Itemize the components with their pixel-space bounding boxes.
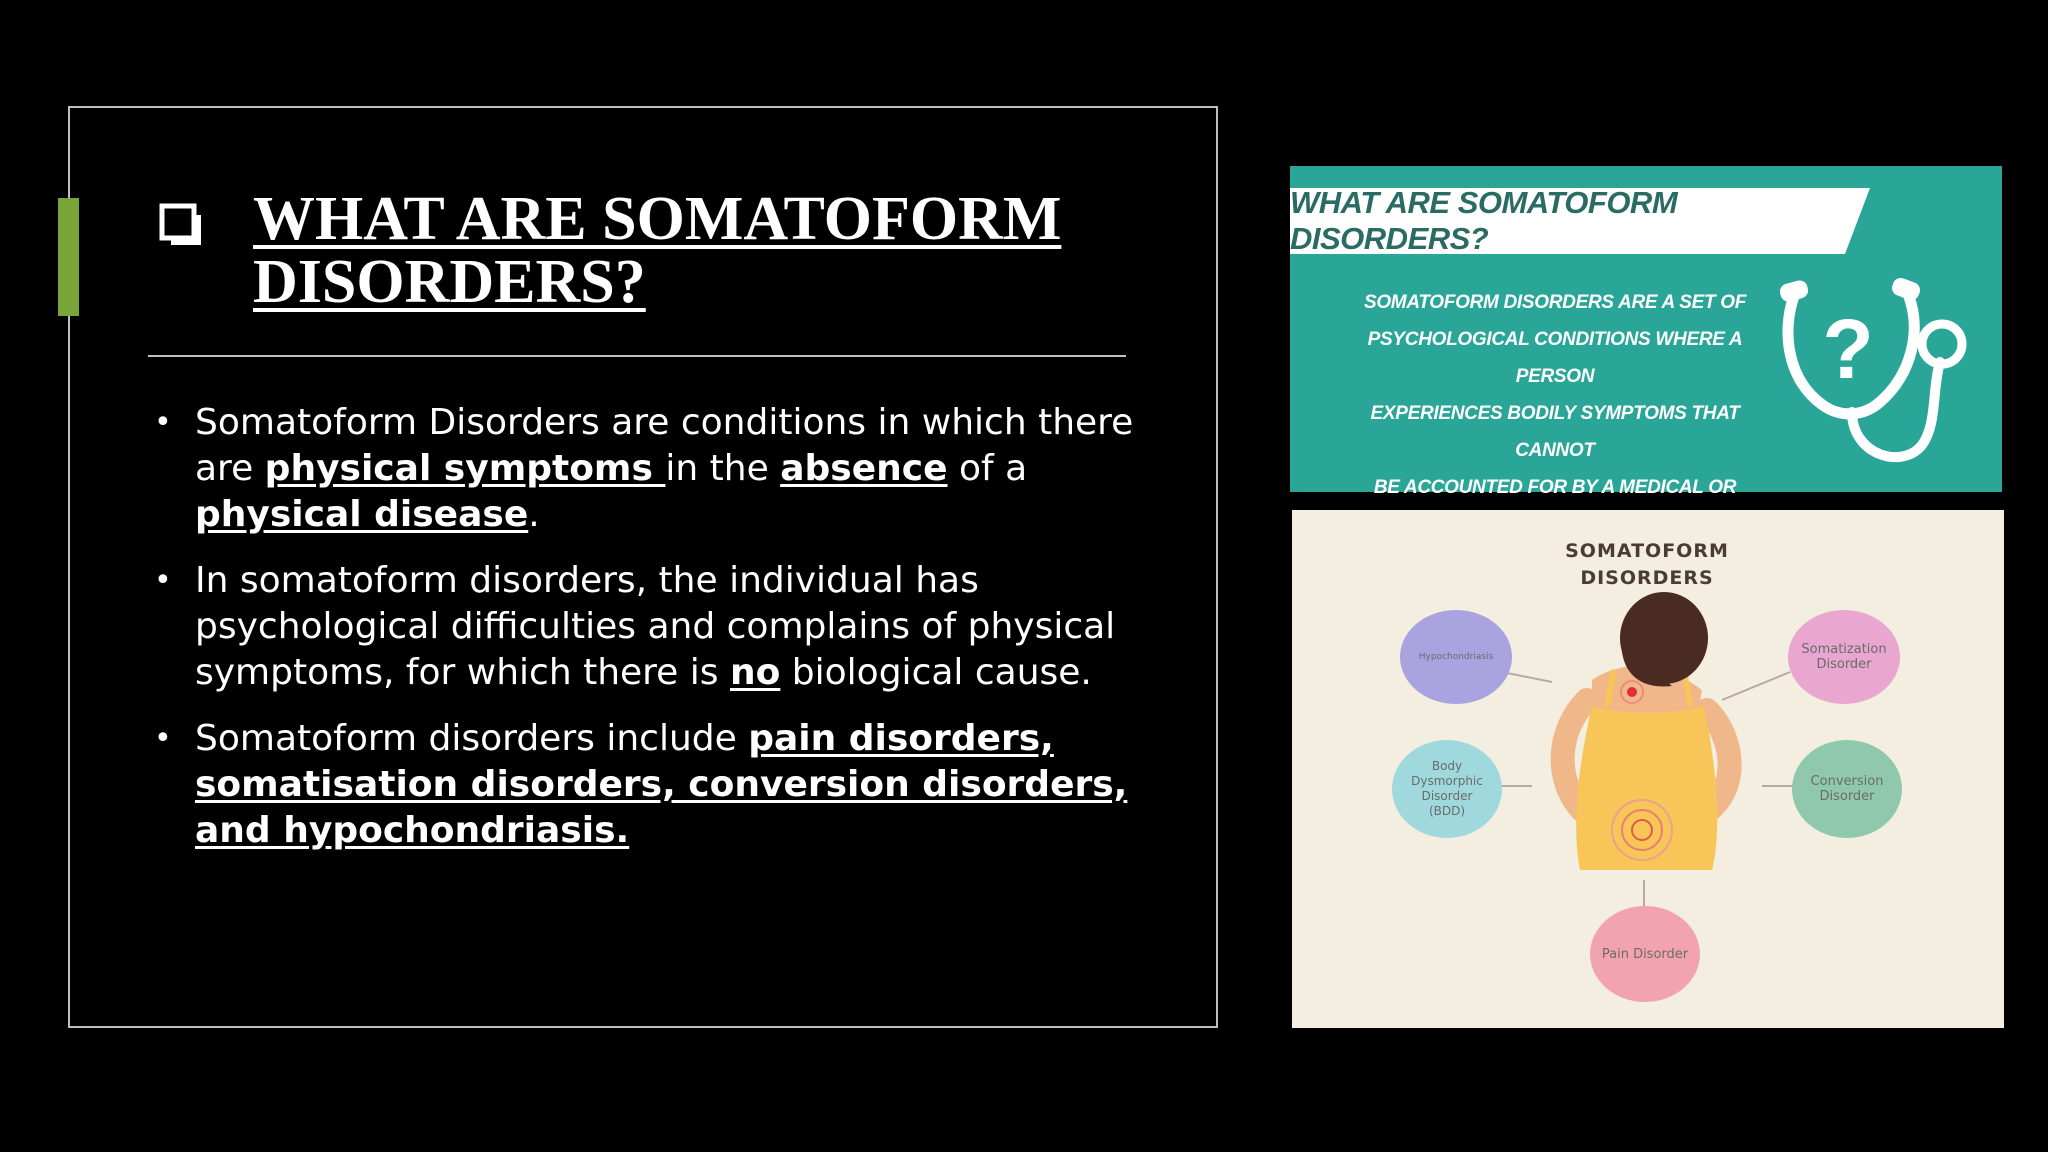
bullet-dot: • <box>154 405 172 440</box>
teal-body-line: EXPERIENCES BODILY SYMPTOMS THAT CANNOT <box>1370 403 1740 461</box>
teal-info-image <box>1290 166 2002 498</box>
bullet-1-text-a: Somatoform Disorders are conditions in which there are <box>195 402 1134 489</box>
accent-bar <box>58 198 79 316</box>
bullet-list <box>148 400 1148 874</box>
bullet-1-text-g: . <box>528 494 540 535</box>
teal-body-line: SOMATOFORM DISORDERS ARE A SET OF <box>1363 292 1747 313</box>
diagram-title-line-2: DISORDERS <box>1580 567 1714 589</box>
bullet-item-2 <box>148 558 1148 696</box>
teal-heading: WHAT ARE SOMATOFORM DISORDERS? <box>1290 185 1678 256</box>
bullet-2-emphasis-no: no <box>729 652 781 693</box>
bullet-3-emphasis-disorders: pain disorders, somatisation disorders, conversion disorders, and hypochondriasis. <box>195 718 1128 851</box>
stethoscope-icon <box>1772 270 1972 480</box>
question-mark-glyph: ? <box>1822 302 1874 396</box>
bullet-item-1 <box>148 400 1148 538</box>
bullet-dot: • <box>154 721 172 756</box>
bullet-2-text-c: biological cause. <box>780 652 1092 693</box>
bullet-1-emphasis-physical-disease: physical disease <box>195 494 529 535</box>
bullet-1-text-c: in the <box>665 448 781 489</box>
title-divider <box>148 355 1126 357</box>
diagram-image <box>1292 510 2004 1028</box>
bullet-1-emphasis-physical-symptoms: physical symptoms <box>264 448 666 489</box>
title-line-2: DISORDERS? <box>253 248 646 316</box>
slide-title <box>253 185 1062 316</box>
title-line-1: WHAT ARE SOMATOFORM <box>253 185 1062 253</box>
checkbox-bullet-icon <box>160 204 204 248</box>
teal-body-line: PSYCHOLOGICAL CONDITIONS WHERE A PERSON <box>1367 329 1743 387</box>
bubble-somatization: Somatization Disorder <box>1788 610 1900 704</box>
diagram-title-line-1: SOMATOFORM <box>1565 540 1729 562</box>
bubble-conversion: Conversion Disorder <box>1792 740 1902 838</box>
bubble-bdd: Body Dysmorphic Disorder (BDD) <box>1392 740 1502 838</box>
bullet-2-text-a: In somatoform disorders, the individual has psychological difficulties and complains of physical symptoms, for which there is <box>195 560 1116 693</box>
bullet-3-text-a: Somatoform disorders include <box>195 718 749 759</box>
teal-body-text <box>1330 284 1780 543</box>
bullet-dot: • <box>154 563 172 598</box>
bullet-1-emphasis-absence: absence <box>780 448 948 489</box>
bullet-1-text-e: of a <box>947 448 1028 489</box>
teal-body-line: BE ACCOUNTED FOR BY A MEDICAL OR <box>1373 477 1737 498</box>
bubble-pain: Pain Disorder <box>1590 906 1700 1002</box>
bullet-item-3 <box>148 716 1148 854</box>
bubble-hypochondriasis: Hypochondriasis <box>1400 610 1512 704</box>
